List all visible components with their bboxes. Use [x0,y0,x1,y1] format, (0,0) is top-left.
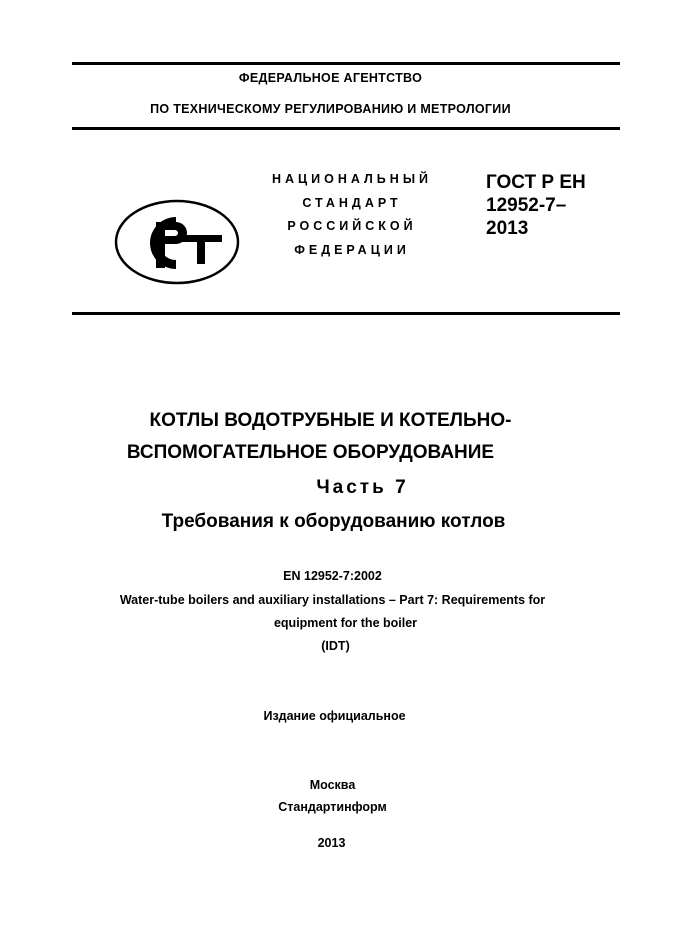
title-line-2: ВСПОМОГАТЕЛЬНОЕ ОБОРУДОВАНИЕ [126,442,495,463]
national-line-1: НАЦИОНАЛЬНЫЙ [271,172,433,186]
part-number: Часть 7 [316,477,409,498]
header-bottom-rule [72,127,620,130]
gost-line-2: 12952-7– [486,195,567,216]
idt-label: (IDT) [321,639,350,653]
city: Москва [309,778,356,792]
english-title-line-2: equipment for the boiler [273,616,418,630]
top-rule [72,62,620,65]
subtitle: Требования к оборудованию котлов [161,511,506,532]
agency-line-2: ПО ТЕХНИЧЕСКОМУ РЕГУЛИРОВАНИЮ И МЕТРОЛОГИИ [150,102,511,116]
english-title-line-1: Water-tube boilers and auxiliary installations – Part 7: Requirements for [119,593,546,607]
national-line-3: РОССИЙСКОЙ [287,219,417,233]
section-rule [72,312,620,315]
national-line-4: ФЕДЕРАЦИИ [294,242,410,257]
national-line-2: СТАНДАРТ [302,195,402,210]
gost-line-1: ГОСТ Р ЕН [486,172,586,193]
pct-logo [14,98,242,286]
title-line-1: КОТЛЫ ВОДОТРУБНЫЕ И КОТЕЛЬНО- [149,410,512,431]
publisher: Стандартинформ [278,800,387,814]
national-standard-block [262,168,442,262]
agency-line-1: ФЕДЕРАЛЬНОЕ АГЕНТСТВО [238,71,423,85]
gost-designation [486,171,586,240]
year: 2013 [317,836,346,850]
pct-logo-letters: PCT [14,98,16,99]
en-code: EN 12952-7:2002 [283,569,382,583]
edition-label: Издание официальное [263,709,406,723]
gost-line-3: 2013 [486,218,529,239]
